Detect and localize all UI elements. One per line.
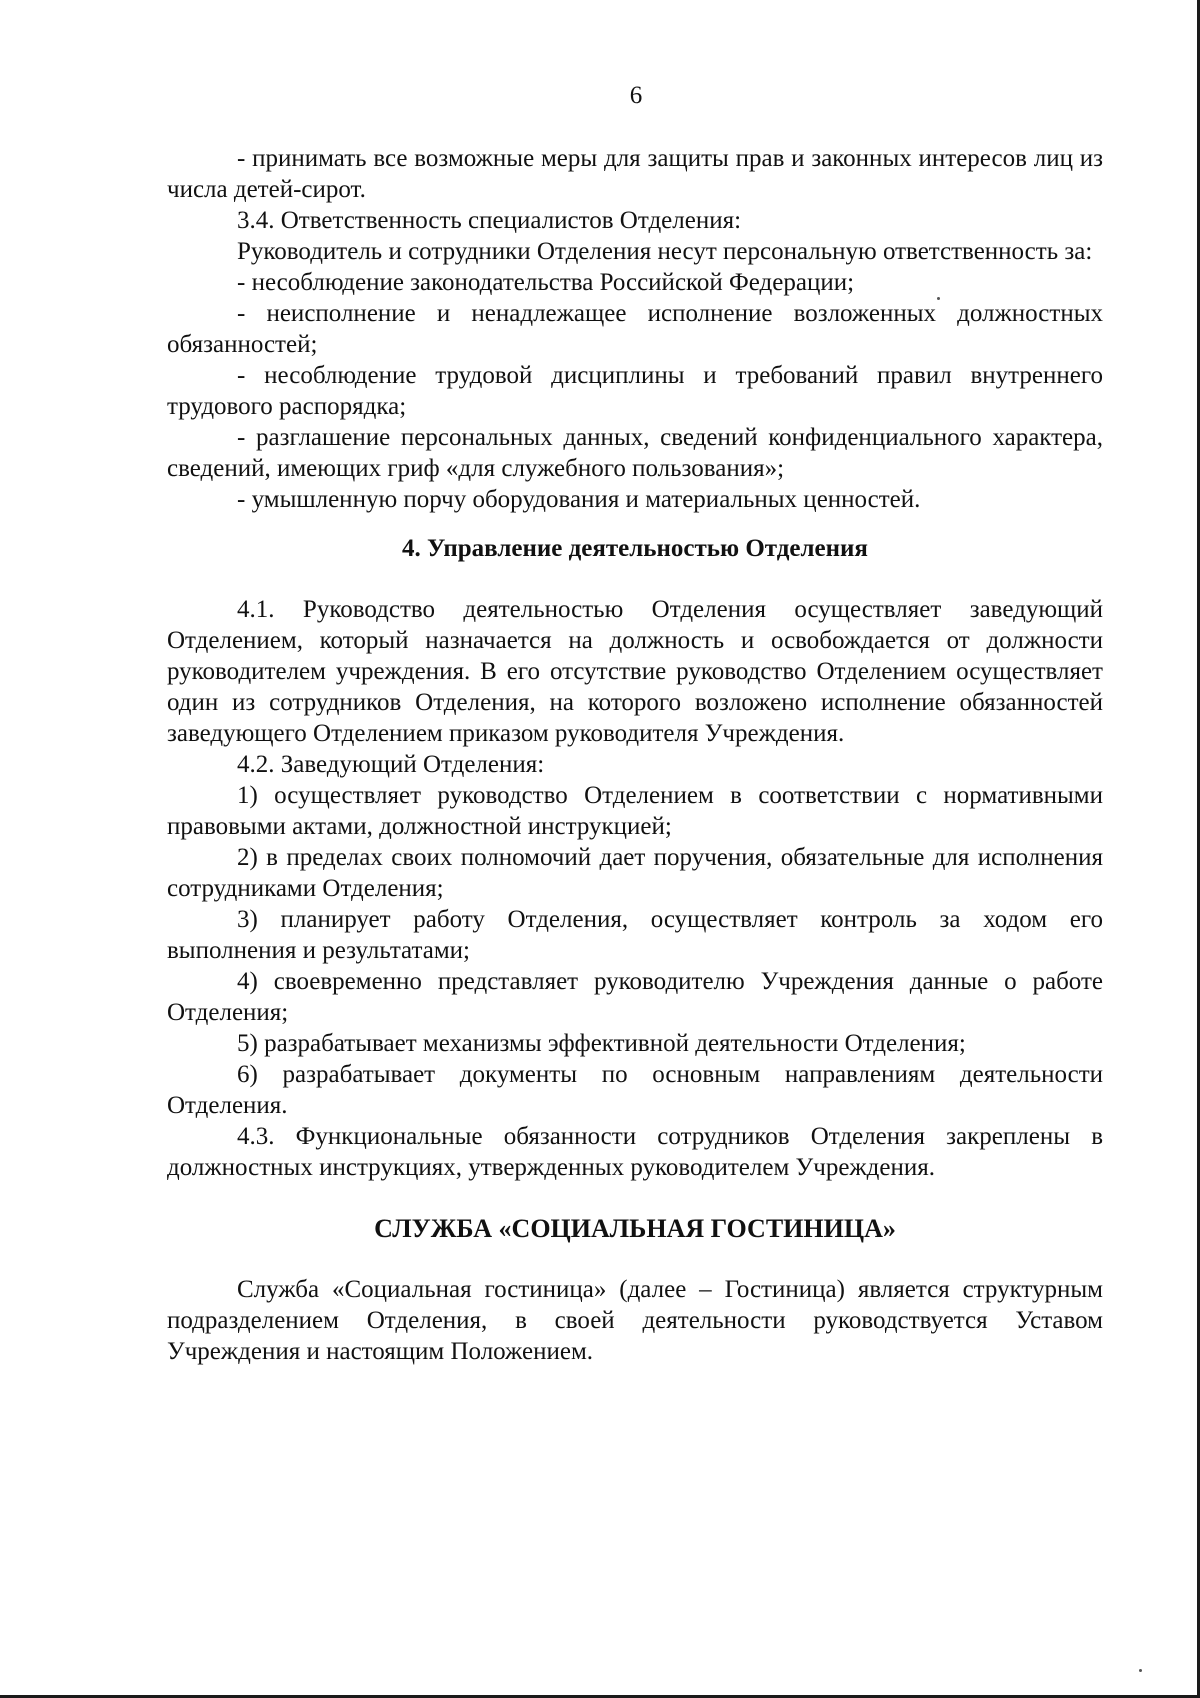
list-item: 3) планирует работу Отделения, осуществляет контроль за ходом его выполнения и результатами; xyxy=(167,906,1103,964)
list-item: - несоблюдение трудовой дисциплины и требований правил внутреннего трудового распорядка; xyxy=(167,362,1103,420)
section-3-4-title: 3.4. Ответственность специалистов Отделения: xyxy=(237,207,742,234)
section-4-heading: 4. Управление деятельностью Отделения xyxy=(402,535,868,562)
scan-speck xyxy=(1139,1669,1142,1672)
list-item: 1) осуществляет руководство Отделением в соответствии с нормативными правовыми актами, должностной инструкцией; xyxy=(167,782,1103,840)
list-item: - умышленную порчу оборудования и материальных ценностей. xyxy=(237,486,921,513)
list-item: 4) своевременно представляет руководителю Учреждения данные о работе Отделения; xyxy=(167,968,1103,1026)
document-body xyxy=(167,143,1103,1367)
scan-speck xyxy=(937,297,940,300)
section-4-2-title: 4.2. Заведующий Отделения: xyxy=(237,751,545,778)
section-4-3-paragraph: 4.3. Функциональные обязанности сотрудников Отделения закреплены в должностных инструкциях, утвержденных руководителем Учреждения. xyxy=(167,1123,1103,1181)
page-number: 6 xyxy=(629,82,643,109)
list-item: - принимать все возможные меры для защиты прав и законных интересов лиц из числа детей-сирот. xyxy=(167,145,1103,203)
list-item: 2) в пределах своих полномочий дает поручения, обязательные для исполнения сотрудниками Отделения; xyxy=(167,844,1103,902)
list-item: 6) разрабатывает документы по основным направлениям деятельности Отделения. xyxy=(167,1061,1103,1119)
section-3-4-intro: Руководитель и сотрудники Отделения несут персональную ответственность за: xyxy=(237,238,1093,265)
section-4-1-paragraph: 4.1. Руководство деятельностью Отделения осуществляет заведующий Отделением, который назначается на должность и освобождается от должности руководителем учреждения. В его отсутствие руководство Отделением осуществляет один из сотрудников Отделения, на которого возложено исполнение обязанностей заведующего Отделением приказом руководителя Учреждения. xyxy=(167,596,1103,747)
list-item: - неисполнение и ненадлежащее исполнение возложенных должностных обязанностей; xyxy=(167,300,1103,358)
list-item: 5) разрабатывает механизмы эффективной деятельности Отделения; xyxy=(237,1030,966,1057)
service-paragraph: Служба «Социальная гостиница» (далее – Гостиница) является структурным подразделением Отделения, в своей деятельности руководствуется Уставом Учреждения и настоящим Положением. xyxy=(167,1276,1103,1365)
service-heading: СЛУЖБА «СОЦИАЛЬНАЯ ГОСТИНИЦА» xyxy=(374,1214,896,1243)
list-item: - разглашение персональных данных, сведений конфиденциального характера, сведений, имеющих гриф «для служебного пользования»; xyxy=(167,424,1103,482)
list-item: - несоблюдение законодательства Российской Федерации; xyxy=(237,269,855,296)
